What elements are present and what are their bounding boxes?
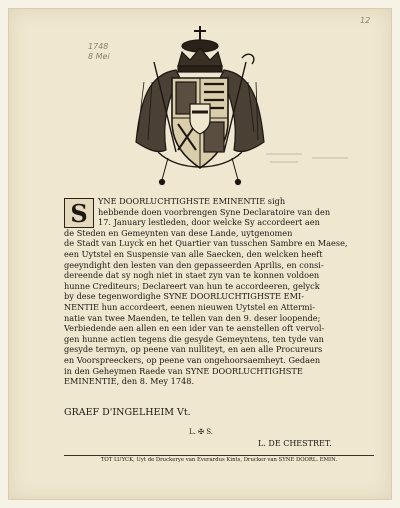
decree-line: de Stadt van Luyck en het Quartier van tusschen Sambre en Maese, <box>64 238 348 249</box>
decree-line: hebbende doen voorbrengen Syne Declaratoire van den <box>98 206 331 217</box>
decree-line: geeyndight den lesten van den gepasseerden Aprilis, en consi- <box>64 259 324 270</box>
decree-line: EMINENTIE, den 8. Mey 1748. <box>64 376 195 387</box>
drop-cap: S <box>64 198 94 228</box>
decree-line: NENTIE hun accordeert, eenen nieuwen Uytstel en Attermi- <box>64 301 316 312</box>
bleed-through-stamp <box>262 140 352 180</box>
pencil-page-number: 12 <box>360 16 371 25</box>
footer-rule <box>64 455 374 456</box>
coat-of-arms-icon <box>118 22 282 186</box>
decree-line: een Uytstel en Suspensie van alle Saecken, den welcken heeft <box>64 248 323 259</box>
decree-line: in den Geheymen Raede van SYNE DOORLUCHTIGHSTE <box>64 365 303 376</box>
decree-line: Verbiedende aen allen en een ider van te aenstellen oft vervol- <box>64 323 325 334</box>
decree-line: by dese tegenwordighe SYNE DOORLUCHTIGHSTE EMI- <box>64 291 304 302</box>
pencil-note-date: 8 Mei <box>88 52 110 61</box>
decree-line: gesyde termyn, op peene van nulliteyt, en aen alle Procureurs <box>64 344 323 355</box>
decree-body <box>64 196 372 387</box>
decree-line: dereende dat sy nogh niet in staet zyn van te konnen voldoen <box>64 270 320 281</box>
decree-line: YNE DOORLUCHTIGHSTE EMINENTIE sigh <box>98 196 286 206</box>
printer-colophon: TOT LUYCK, Uyt de Druckerye van Everardus Kints, Drucker van SYNE DOORL. EMIN. <box>100 457 338 463</box>
signer-name: GRAEF D'INGELHEIM Vt. <box>64 407 191 418</box>
decree-line: 17. January lestleden, door welcke Sy accordeert aen <box>98 217 320 228</box>
secretary-name: L. DE CHESTRET. <box>258 439 332 448</box>
decree-line: de Steden en Gemeynten van dese Lande, uytgenomen <box>64 227 293 238</box>
seal-mark: L. ✠ S. <box>189 428 213 436</box>
decree-line: natie van twee Maenden, te tellen van den 9. deser loopende; <box>64 312 321 323</box>
decree-line: gen hunne actien tegens die gesyde Gemeyntens, ten tyde van <box>64 333 324 344</box>
pencil-note-year: 1748 <box>88 42 109 51</box>
decree-line: en Voorspreeckers, op peene van ongehoorsaemheyt. Gedaen <box>64 354 321 365</box>
decree-line: hunne Crediteurs; Declareert van hun te accordeeren, gelyck <box>64 280 320 291</box>
